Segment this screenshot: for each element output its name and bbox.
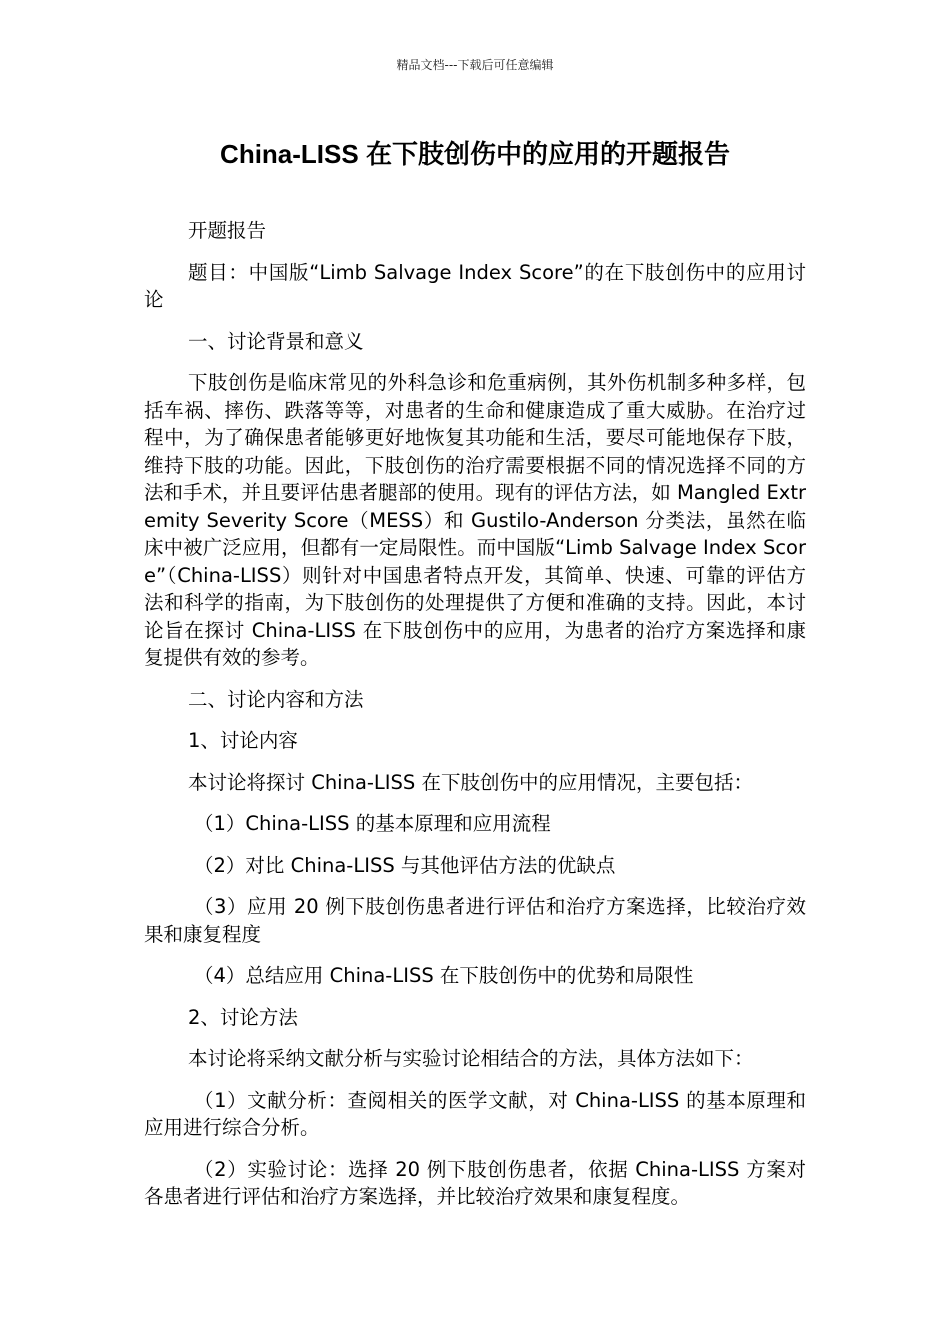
content-list-item: （1）China-LISS 的基本原理和应用流程	[194, 812, 551, 835]
method-list-item: （1）文献分析：查阅相关的医学文献，对 China-LISS 的基本原理和应用进行综合分析。	[144, 1088, 806, 1139]
page-header: 精品文档---下载后可任意编辑	[396, 58, 554, 72]
subheading-content: 1、讨论内容	[188, 729, 298, 752]
content-list-item: （4）总结应用 China-LISS 在下肢创伤中的优势和局限性	[194, 964, 694, 987]
method-list-item: （2）实验讨论：选择 20 例下肢创伤患者，依据 China-LISS 方案对各患者进行评估和治疗方案选择，并比较治疗效果和康复程度。	[144, 1157, 806, 1208]
content-list-item: （3）应用 20 例下肢创伤患者进行评估和治疗方案选择，比较治疗效果和康复程度	[144, 895, 806, 946]
background-paragraph: 下肢创伤是临床常见的外科急诊和危重病例，其外伤机制多种多样，包括车祸、摔伤、跌落等等，对患者的生命和健康造成了重大威胁。在治疗过程中，为了确保患者能够更好地恢复其功能和生活，要尽可能地保存下肢，维持下肢的功能。因此，下肢创伤的治疗需要根据不同的情况选择不同的方法和手术，并且要评估患者腿部的使用。现有的评估方法，如 Mangled Extremity Severity Score（MESS）和 Gustilo-Anderson 分类法，虽然在临床中被广泛应用，但都有一定局限性。而中国版“Limb Salvage Index Score”（China-LISS）则针对中国患者特点开发，其简单、快速、可靠的评估方法和科学的指南，为下肢创伤的处理提供了方便和准确的支持。因此，本讨论旨在探讨 China-LISS 在下肢创伤中的应用，为患者的治疗方案选择和康复提供有效的参考。	[144, 371, 806, 669]
section-label: 开题报告	[188, 219, 267, 242]
document-body	[144, 217, 806, 1225]
topic-paragraph: 题目：中国版“Limb Salvage Index Score”的在下肢创伤中的应用讨论	[144, 260, 806, 311]
section-heading-background: 一、讨论背景和意义	[188, 329, 364, 353]
section-heading-content-method: 二、讨论内容和方法	[188, 687, 364, 711]
content-list-item: （2）对比 China-LISS 与其他评估方法的优缺点	[194, 853, 616, 877]
content-intro-paragraph: 本讨论将探讨 China-LISS 在下肢创伤中的应用情况，主要包括：	[188, 770, 754, 794]
document-title: China-LISS 在下肢创伤中的应用的开题报告	[220, 139, 730, 169]
subheading-method: 2、讨论方法	[188, 1005, 298, 1029]
method-intro-paragraph: 本讨论将采纳文献分析与实验讨论相结合的方法，具体方法如下：	[188, 1047, 754, 1070]
